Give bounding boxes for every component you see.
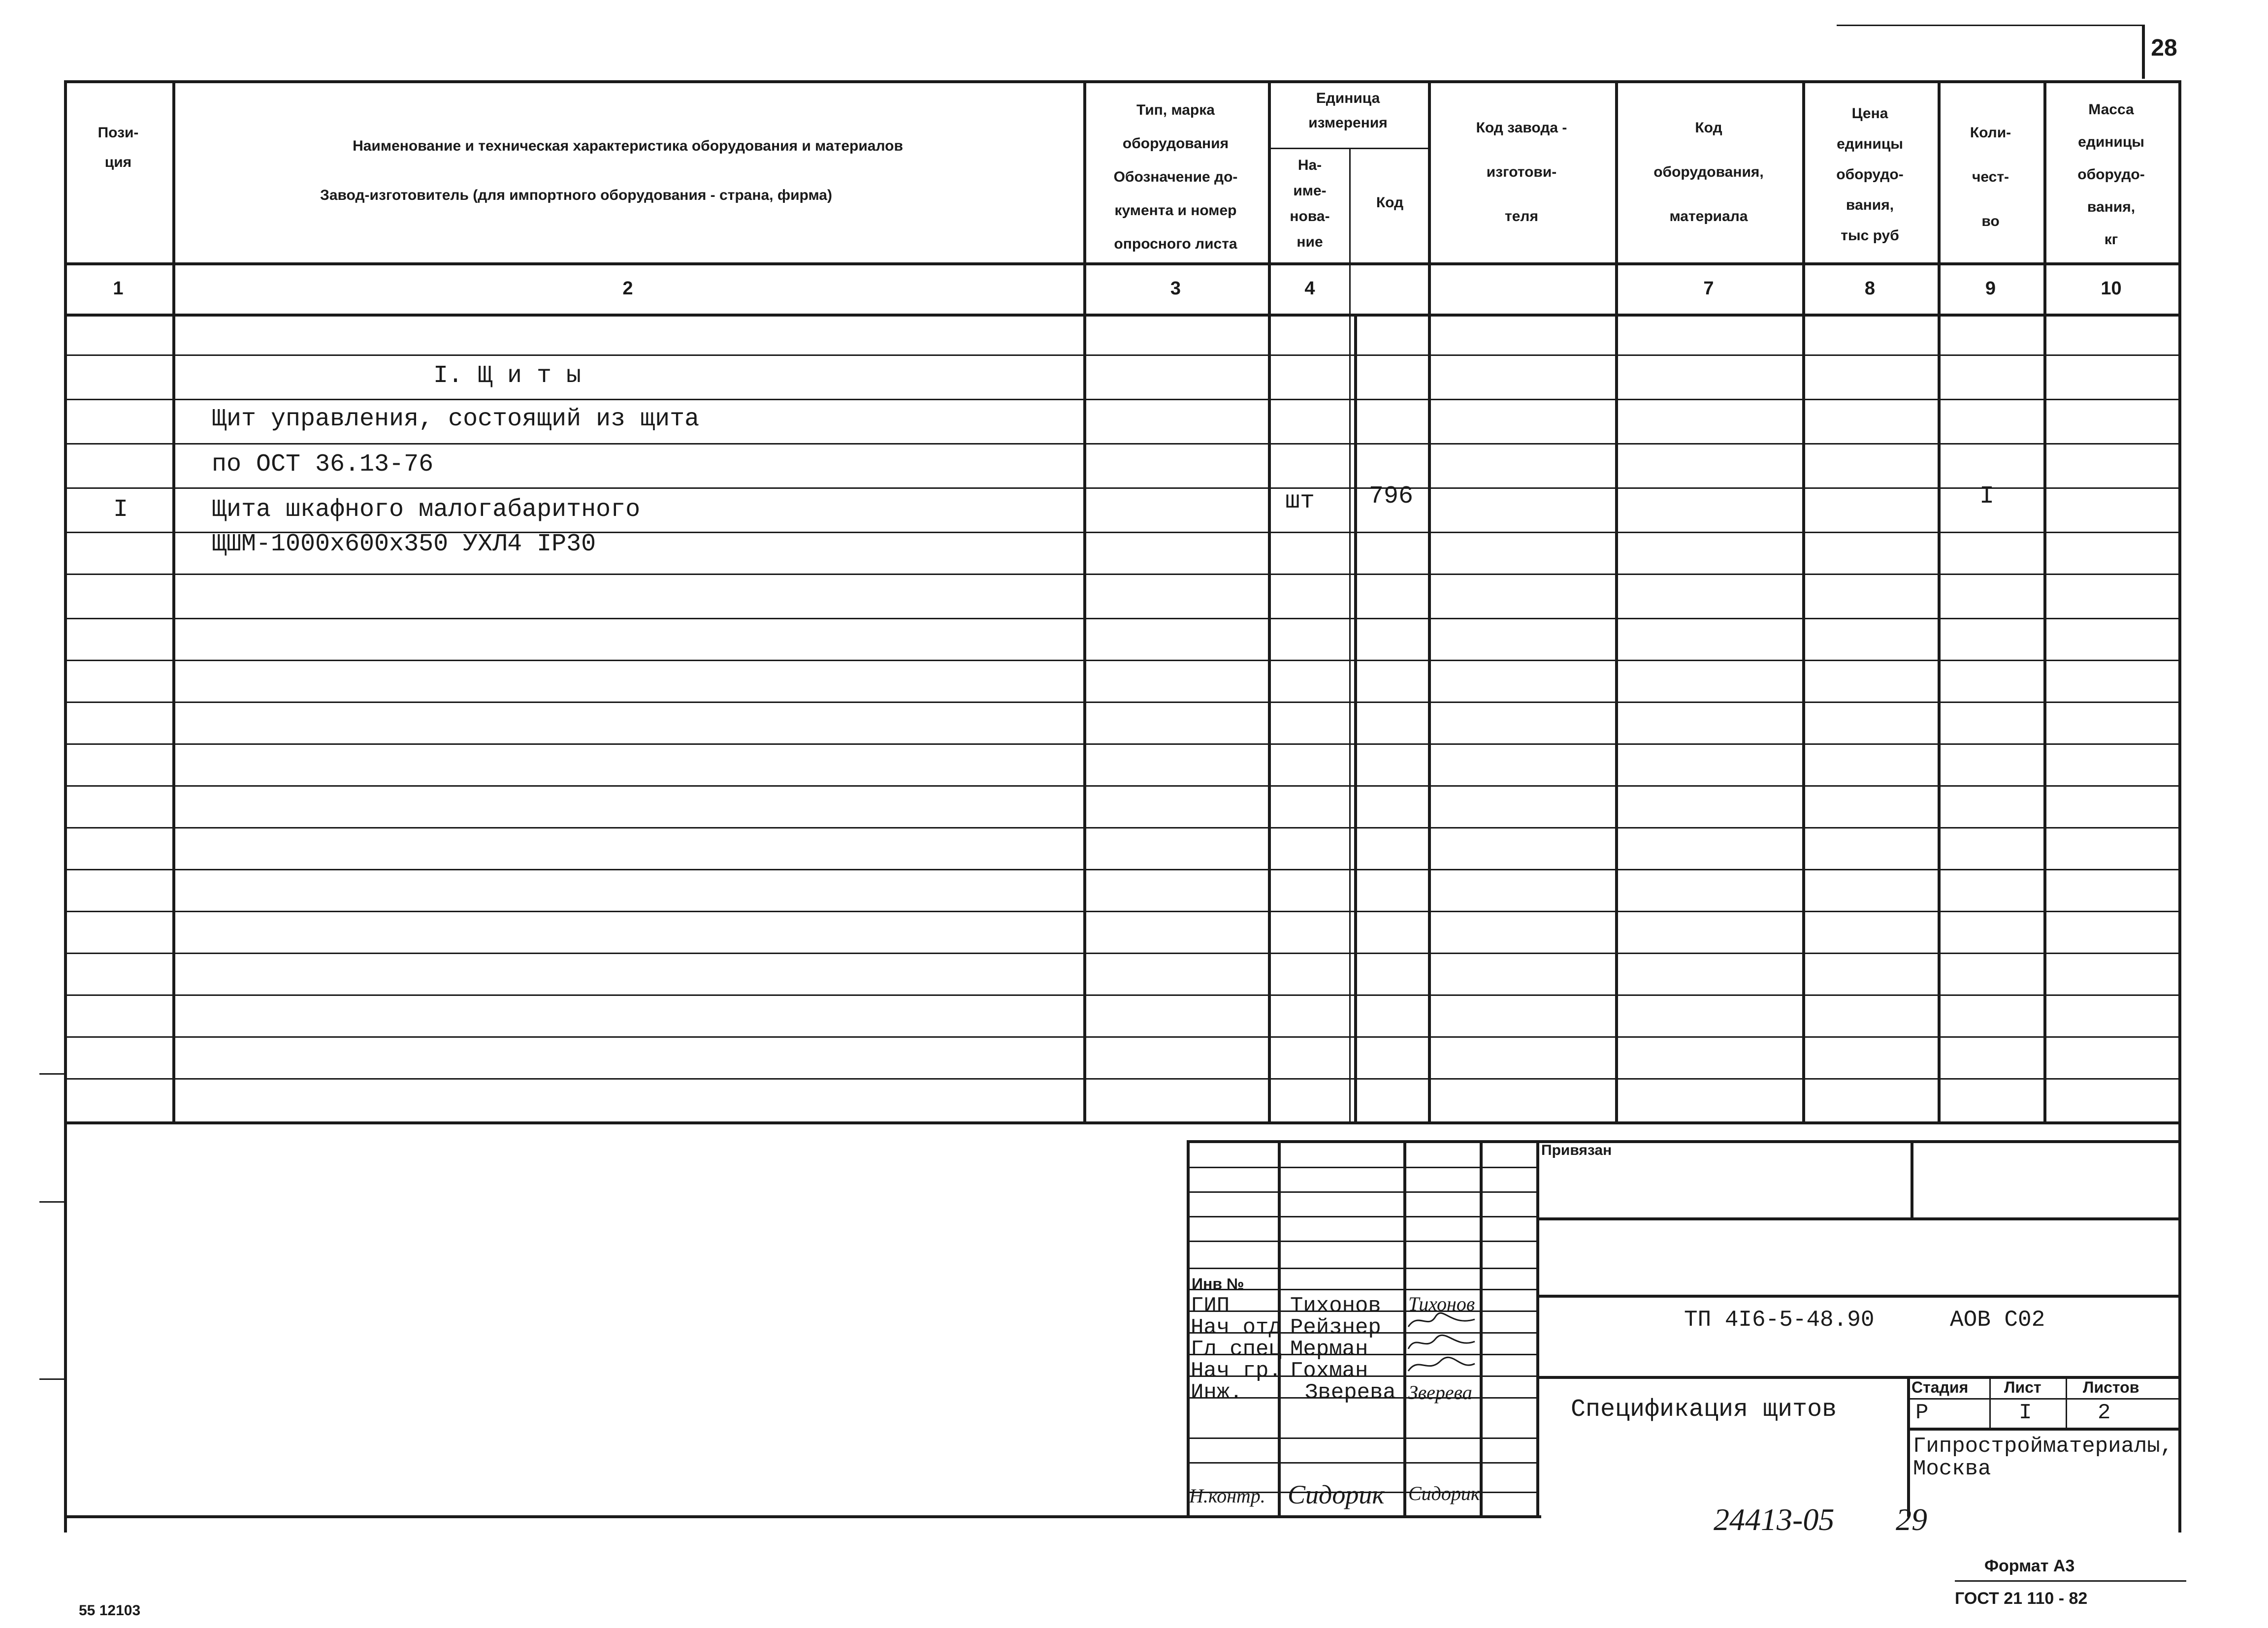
header-unit-code: Код — [1376, 194, 1404, 211]
table-bottom-border — [64, 1121, 2181, 1124]
col-number-7: 7 — [1703, 278, 1714, 299]
table-row-line — [64, 785, 2181, 787]
title-block-row-line — [1187, 1191, 1537, 1193]
left-border — [64, 80, 67, 1532]
table-row-line — [64, 443, 2181, 445]
sheets-value: 2 — [2098, 1401, 2111, 1425]
header-position: Пози- ция — [97, 125, 139, 170]
col-number-1: 1 — [113, 278, 124, 299]
table-row-line — [64, 399, 2181, 400]
tb-tied-split — [1911, 1140, 1913, 1219]
tb-stage-split — [1907, 1376, 1910, 1517]
table-row-line — [64, 487, 2181, 489]
table-row-line — [64, 1036, 2181, 1038]
table-row-line — [64, 1078, 2181, 1080]
tb-stage-col — [1989, 1376, 1991, 1428]
tb-sheet-col — [2066, 1376, 2067, 1428]
table-row-line — [64, 953, 2181, 954]
role-0: ГИП — [1191, 1294, 1230, 1318]
row-text-2: по ОСТ 36.13-76 — [212, 450, 434, 479]
header-unit-name: На- име- нова- ние — [1290, 157, 1330, 250]
format-label: Формат А3 — [1984, 1557, 2075, 1575]
sheets-label: Листов — [2083, 1378, 2139, 1396]
doc-mark: АОВ С02 — [1950, 1307, 2045, 1333]
title-block-top — [1187, 1140, 2181, 1143]
table-row-line — [64, 911, 2181, 912]
name-5: Сидорик — [1288, 1480, 1385, 1509]
unit-group-split — [1268, 148, 1428, 149]
tb-stage-line — [1907, 1398, 2181, 1400]
organization: Гипростройматериалы, Москва — [1913, 1434, 2173, 1481]
margin-tick — [39, 1073, 65, 1075]
table-row-line — [64, 743, 2181, 745]
sheet-bottom-border — [64, 1515, 1541, 1518]
handwritten-page: 29 — [1896, 1502, 1927, 1537]
header-name-line1: Наименование и техническая характеристика оборудования и материалов — [353, 138, 903, 154]
page-number: 28 — [2151, 35, 2177, 61]
footer-rule — [1955, 1580, 2186, 1582]
numbers-bottom-border — [64, 314, 2181, 317]
title-block-row-line — [1187, 1462, 1537, 1464]
col-number-9: 9 — [1985, 278, 1996, 299]
gost-label: ГОСТ 21 110 - 82 — [1955, 1589, 2088, 1608]
col-number-4: 4 — [1304, 278, 1315, 299]
row-unit: шт — [1285, 487, 1315, 515]
title-block-row-line — [1187, 1167, 1537, 1168]
title-block-row-line — [1187, 1268, 1537, 1269]
header-mass: Масса единицы оборудо- вания, кг — [2077, 101, 2145, 248]
role-3: Нач гр. — [1191, 1359, 1282, 1383]
sheet-label: Лист — [2004, 1378, 2041, 1396]
tb-col-3 — [1480, 1140, 1483, 1517]
role-4: Инж. — [1191, 1380, 1243, 1405]
sheet-value: I — [2019, 1401, 2032, 1425]
col-number-10: 10 — [2101, 278, 2122, 299]
role-1: Нач отд — [1191, 1315, 1282, 1340]
header-price: Цена единицы оборудо- вания, тыс руб — [1836, 105, 1904, 244]
title-block-row-line — [1187, 1241, 1537, 1242]
table-row-line — [64, 994, 2181, 996]
signature-0: Тихонов — [1408, 1293, 1475, 1315]
right-border — [2178, 80, 2181, 1532]
tb-col-4 — [1536, 1140, 1539, 1517]
role-2: Гл спец — [1191, 1337, 1282, 1362]
table-row-line — [64, 827, 2181, 829]
header-type: Тип, марка оборудования Обозначение до- кумента и номер опросного листа — [1113, 102, 1238, 252]
signature-4: Зверева — [1408, 1381, 1472, 1404]
title-block-row-line — [1187, 1437, 1537, 1439]
name-2: Мерман — [1290, 1337, 1368, 1362]
col-line-4b — [1354, 315, 1357, 1122]
table-row-line — [64, 702, 2181, 703]
header-name-line2: Завод-изготовитель (для импортного оборудования - страна, фирма) — [320, 187, 832, 203]
signature-scribbles — [1406, 1309, 1480, 1378]
margin-tick — [39, 1378, 65, 1380]
col-number-8: 8 — [1864, 278, 1876, 299]
table-row-line — [64, 354, 2181, 356]
role-5: Н.контр. — [1189, 1485, 1265, 1507]
header-bottom-border — [64, 262, 2181, 265]
left-code: 55 12103 — [79, 1602, 141, 1619]
header-unit-group: Единица измерения — [1308, 90, 1388, 131]
table-row-line — [64, 618, 2181, 619]
table-row-line — [64, 660, 2181, 661]
margin-tick — [39, 1201, 65, 1203]
col-number-2: 2 — [622, 278, 633, 299]
row-unit-code: 796 — [1369, 482, 1414, 511]
table-row-line — [64, 869, 2181, 870]
row-quantity: I — [1979, 482, 1995, 511]
stage-label: Стадия — [1912, 1378, 1969, 1396]
col-line-4 — [1349, 148, 1351, 1122]
row-text-1: Щит управления, состоящий из щита — [212, 405, 700, 433]
title-block-left — [1187, 1140, 1190, 1517]
tied-label: Привязан — [1541, 1142, 1612, 1158]
inv-label: Инв № — [1192, 1275, 1244, 1293]
top-rule — [1837, 25, 2145, 26]
header-factory-code: Код завода - изготови- теля — [1476, 120, 1567, 224]
signature-5: Сидорик — [1408, 1482, 1480, 1504]
page-number-box-line — [2142, 25, 2145, 79]
section-title: I. Щ и т ы — [433, 362, 582, 390]
handwritten-code: 24413-05 — [1714, 1502, 1835, 1537]
doc-title: Спецификация щитов — [1571, 1396, 1837, 1424]
col-line-1 — [172, 80, 175, 1123]
name-1: Рейзнер — [1290, 1315, 1381, 1340]
tb-right-line-1 — [1536, 1217, 2181, 1220]
tb-stage-line-2 — [1907, 1428, 2181, 1431]
name-3: Гохман — [1290, 1359, 1368, 1383]
table-row-line — [64, 574, 2181, 575]
row-text-4: ЩШМ-1000x600x350 УХЛ4 IP30 — [212, 530, 596, 558]
table-top-border — [64, 80, 2181, 83]
row-text-3: Щита шкафного малогабаритного — [212, 496, 641, 524]
row-position: I — [113, 496, 129, 524]
col-number-3: 3 — [1170, 278, 1181, 299]
header-quantity: Коли- чест- во — [1970, 125, 2011, 229]
title-block-row-line — [1187, 1216, 1537, 1217]
name-0: Тихонов — [1290, 1294, 1381, 1318]
stage-value: Р — [1915, 1401, 1929, 1425]
name-4: Зверева — [1305, 1380, 1396, 1405]
doc-code: ТП 4I6-5-48.90 — [1684, 1307, 1875, 1333]
header-equipment-code: Код оборудования, материала — [1653, 120, 1764, 224]
tb-right-line-2 — [1536, 1295, 2181, 1298]
